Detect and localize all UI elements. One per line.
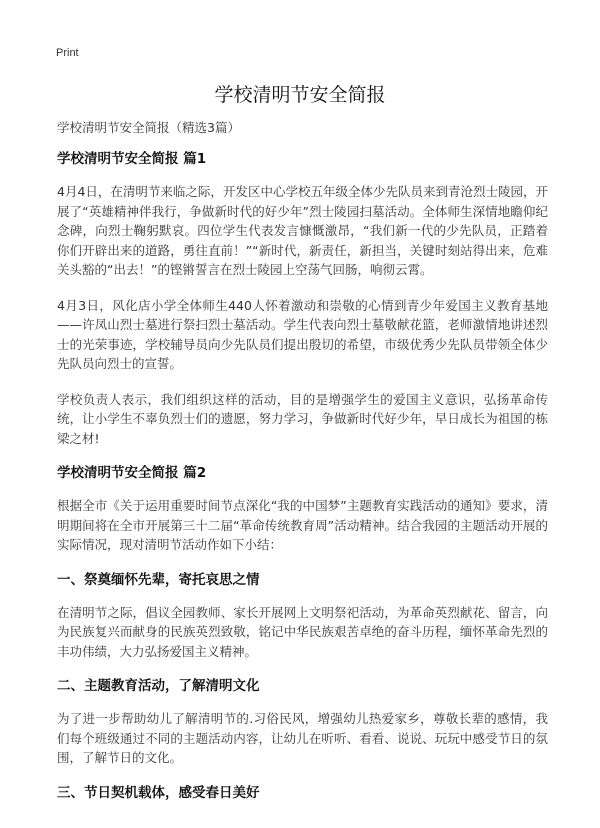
section2-intro: 根据全市《关于运用重要时间节点深化“我的中国梦”主题教育实践活动的通知》要求，清明期间将在全市开展第三十二届“革命传统教育周”活动精神。结合我园的主题活动开展的实际情况，现对清明节活动作如下小结：	[57, 498, 548, 552]
section1-heading: 学校清明节安全简报 篇1	[57, 151, 207, 167]
section1-paragraph-2: 4月3日，风化店小学全体师生440人怀着激动和崇敬的心情到青少年爱国主义教育基地——许凤山烈士墓进行祭扫烈士墓活动。学生代表向烈士墓敬献花篮，老师激情地讲述烈士的光荣事迹，学校辅导员向少先队员们提出殷切的希望，市级优秀少先队员带领全体少先队员向烈士的宣誓。	[57, 297, 548, 371]
section1-paragraph-1: 4月4日，在清明节来临之际，开发区中心学校五年级全体少先队员来到青沧烈士陵园，开展了“英雄精神伴我行，争做新时代的好少年”烈士陵园扫墓活动。全体师生深情地瞻仰纪念碑，向烈士鞠躬默哀。四位学生代表发言慷慨激昂，“我们新一代的少先队员，正踏着你们开辟出来的道路，勇往直前！”“新时代，新责任，新担当，关键时刻站得出来，危难关头豁的“出去！”的铿锵誓言在烈士陵园上空荡气回肠，响彻云霄。	[57, 184, 548, 277]
page-title: 学校清明节安全简报	[214, 84, 386, 106]
subsection2-paragraph: 为了进一步帮助幼儿了解清明节的.习俗民风，增强幼儿热爱家乡，尊敬长辈的感情，我们每个班级通过不同的主题活动内容，让幼儿在听听、看看、说说、玩玩中感受节日的氛围，了解节日的文化。	[57, 711, 548, 765]
subsection3-heading: 三、节日契机载体，感受春日美好	[57, 784, 260, 801]
subsection2-heading: 二、主题教育活动，了解清明文化	[57, 678, 260, 694]
section2-heading: 学校清明节安全简报 篇2	[57, 465, 207, 481]
document-subtitle: 学校清明节安全简报（精选3篇）	[57, 120, 240, 135]
subsection1-paragraph: 在清明节之际，倡议全园教师、家长开展网上文明祭祀活动，为革命英烈献花、留言，向为民族复兴而献身的民族英烈致敬，铭记中华民族艰苦卓绝的奋斗历程，缅怀革命先烈的丰功伟绩，大力弘扬爱国主义精神。	[57, 604, 548, 659]
section1-paragraph-3: 学校负责人表示，我们组织这样的活动，目的是增强学生的爱国主义意识，弘扬革命传统，让小学生不辜负烈士们的遗愿，努力学习，争做新时代好少年，早日成长为祖国的栋梁之材!	[57, 391, 548, 446]
subsection1-heading: 一、祭奠缅怀先辈，寄托哀思之情	[57, 571, 260, 588]
print-link[interactable]: Print	[56, 47, 79, 59]
document-body	[57, 119, 548, 816]
